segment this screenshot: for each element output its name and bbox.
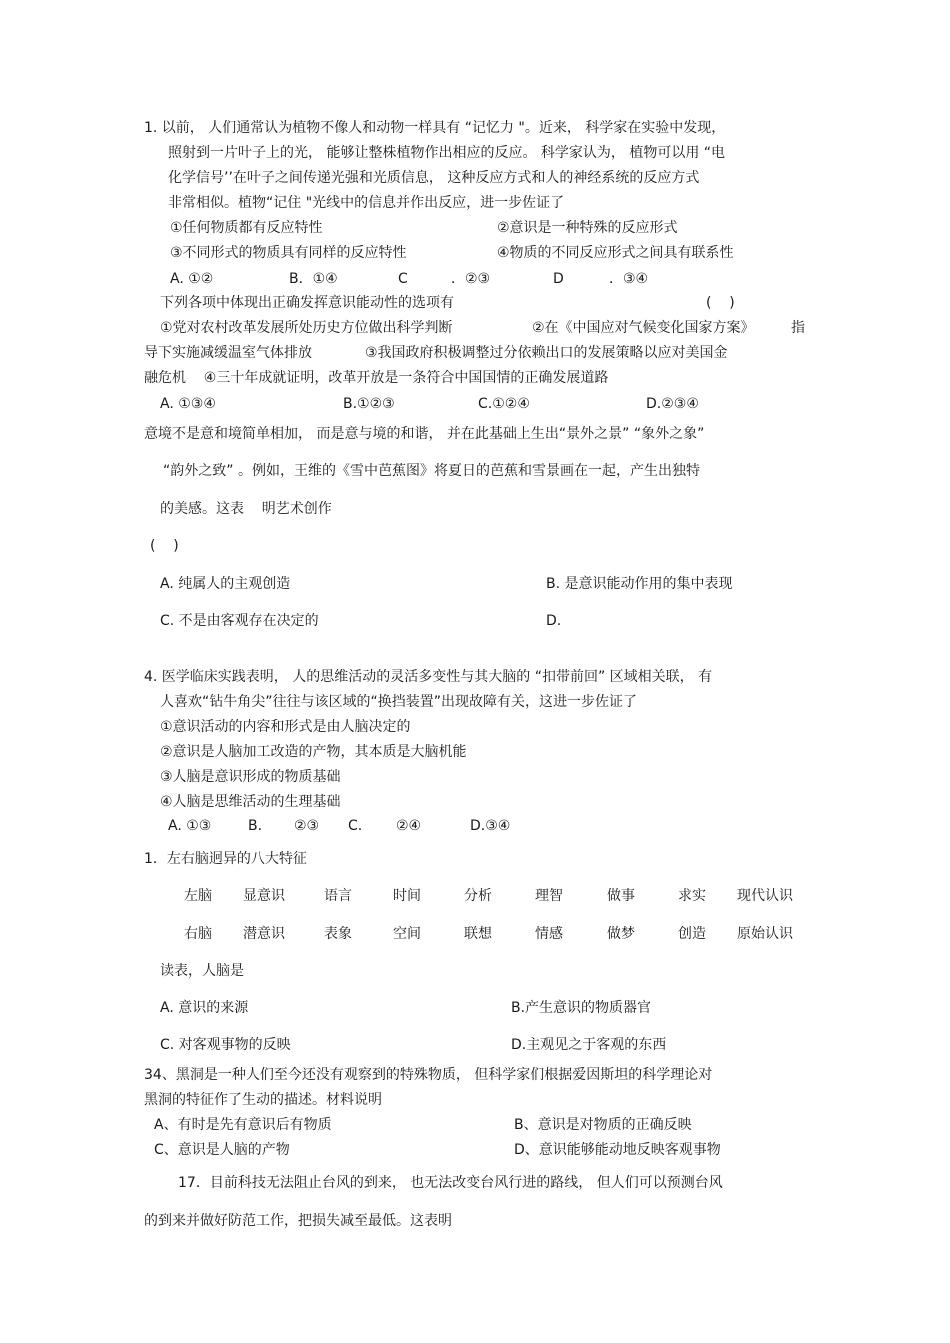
q2-option-b: B.①②③ <box>343 396 395 412</box>
table-cell: 原始认识 <box>737 926 793 942</box>
q6-option-d: D、意识能够能动地反映客观事物 <box>514 1142 721 1158</box>
q3-option-d: D. <box>546 613 562 629</box>
q7-stem-line-2: 的到来并做好防范工作，把损失减至最低。这表明 <box>144 1213 452 1229</box>
q4-statement-1: ①意识活动的内容和形式是由人脑决定的 <box>160 719 411 735</box>
q1-option-c-value: ．②③ <box>451 271 491 287</box>
q2-statement-2-part-3: 导下实施减缓温室气体排放 <box>144 345 312 361</box>
q6-stem-line-2: 黑洞的特征作了生动的描述。材料说明 <box>144 1092 382 1108</box>
table-cell: 时间 <box>393 888 421 904</box>
q4-option-c-value: ②④ <box>396 818 422 834</box>
q1-option-a: A. ①② <box>170 271 214 287</box>
q2-option-c: C.①②④ <box>478 396 530 412</box>
q7-stem-line-1: 17．目前科技无法阻止台风的到来， 也无法改变台风行进的路线， 但人们可以预测台风 <box>178 1175 723 1191</box>
q4-option-a: A. ①③ <box>168 818 212 834</box>
table-cell: 做事 <box>607 888 635 904</box>
table-cell: 表象 <box>324 926 352 942</box>
table-cell: 情感 <box>535 926 563 942</box>
table-cell: 联想 <box>464 926 492 942</box>
q1-option-c-letter: C <box>398 271 408 287</box>
q2-statement-3: ③我国政府积极调整过分依赖出口的发展策略以应对美国金 <box>365 345 728 361</box>
table-cell: 左脑 <box>184 888 212 904</box>
q1-statement-3: ③不同形式的物质具有同样的反应特性 <box>170 245 407 261</box>
q6-option-b: B、意识是对物质的正确反映 <box>514 1117 692 1133</box>
table-cell: 现代认识 <box>737 888 793 904</box>
q1-stem-line-3: 化学信号’’在叶子之间传递光强和光质信息， 这种反应方式和人的神经系统的反应方式 <box>168 170 700 186</box>
q2-answer-paren: ( ) <box>706 295 735 311</box>
q3-option-c: C. 不是由客观存在决定的 <box>160 613 319 629</box>
table-cell: 显意识 <box>243 888 285 904</box>
q4-statement-2: ②意识是人脑加工改造的产物，其本质是大脑机能 <box>160 744 467 760</box>
q2-statement-2-part-1: ②在《中国应对气候变化国家方案》 <box>532 320 755 336</box>
table-cell: 求实 <box>678 888 706 904</box>
q1-statement-1: ①任何物质都有反应特性 <box>170 220 323 236</box>
q4-option-d: D.③④ <box>470 818 511 834</box>
q1-option-b: B．①④ <box>289 271 338 287</box>
q5-option-c: C. 对客观事物的反映 <box>160 1037 291 1053</box>
q5-stem: 读表，人脑是 <box>160 963 244 979</box>
q6-option-a: A、有时是先有意识后有物质 <box>154 1117 332 1133</box>
q4-option-c-letter: C. <box>348 818 363 834</box>
table-cell: 分析 <box>464 888 492 904</box>
q2-statement-1: ①党对农村改革发展所处历史方位做出科学判断 <box>160 320 453 336</box>
q1-option-d-value: ．③④ <box>609 271 649 287</box>
q3-stem-line-1: 意境不是意和境简单相加， 而是意与境的和谐， 并在此基础上生出“景外之景” “象外之象” <box>144 426 705 442</box>
q3-option-b: B. 是意识能动作用的集中表现 <box>546 576 733 592</box>
q4-statement-3: ③人脑是意识形成的物质基础 <box>160 769 341 785</box>
q6-option-c: C、意识是人脑的产物 <box>154 1142 290 1158</box>
q5-option-a: A. 意识的来源 <box>160 1000 249 1016</box>
q2-option-a: A. ①③④ <box>160 396 216 412</box>
q2-statement-3-4: 融危机 ④三十年成就证明，改革开放是一条符合中国国情的正确发展道路 <box>144 370 609 386</box>
q1-stem-line-2: 照射到一片叶子上的光， 能够让整株植物作出相应的反应。 科学家认为， 植物可以用 “电 <box>168 145 726 161</box>
q1-statement-2: ②意识是一种特殊的反应形式 <box>497 220 678 236</box>
q1-stem-line-4: 非常相似。植物“记住 "光线中的信息并作出反应，进一步佐证了 <box>168 195 565 211</box>
q4-stem-line-2: 人喜欢“钻牛角尖”往往与该区域的“换挡装置”出现故障有关，这进一步佐证了 <box>160 694 638 710</box>
table-cell: 做梦 <box>607 926 635 942</box>
q5-option-b: B.产生意识的物质器官 <box>511 1000 652 1016</box>
q3-stem-line-3: 的美感。这表 明艺术创作 <box>160 501 332 517</box>
q4-statement-4: ④人脑是思维活动的生理基础 <box>160 794 341 810</box>
q3-stem-line-2: “韵外之致” 。例如，王维的《雪中芭蕉图》将夏日的芭蕉和雪景画在一起，产生出独特 <box>163 463 700 479</box>
q2-stem: 下列各项中体现出正确发挥意识能动性的选项有 <box>160 295 454 311</box>
table-cell: 语言 <box>324 888 352 904</box>
table-cell: 右脑 <box>184 926 212 942</box>
q3-answer-paren: ( ) <box>150 538 179 554</box>
q4-option-b-letter: B. <box>248 818 263 834</box>
q2-option-d: D.②③④ <box>646 396 699 412</box>
q1-stem-line-1: 1. 以前， 人们通常认为植物不像人和动物一样具有 “记忆力 "。近来， 科学家在实验中发现， <box>144 120 726 136</box>
q6-stem-line-1: 34、黑洞是一种人们至今还没有观察到的特殊物质， 但科学家们根据爱因斯坦的科学理论对 <box>144 1067 713 1083</box>
table-cell: 理智 <box>535 888 563 904</box>
table-cell: 创造 <box>678 926 706 942</box>
table-cell: 潜意识 <box>243 926 285 942</box>
q5-option-d: D.主观见之于客观的东西 <box>511 1037 667 1053</box>
q1-statement-4: ④物质的不同反应形式之间具有联系性 <box>497 245 734 261</box>
q2-statement-2-part-2: 指 <box>791 320 805 336</box>
q4-option-b-value: ②③ <box>294 818 320 834</box>
q1-option-d-letter: D <box>553 271 564 287</box>
q3-option-a: A. 纯属人的主观创造 <box>160 576 291 592</box>
q4-stem-line-1: 4. 医学临床实践表明， 人的思维活动的灵活多变性与其大脑的 “扣带前回” 区域相关联， 有 <box>144 669 713 685</box>
table-cell: 空间 <box>393 926 421 942</box>
q5-title: 1．左右脑迥异的八大特征 <box>144 851 307 867</box>
